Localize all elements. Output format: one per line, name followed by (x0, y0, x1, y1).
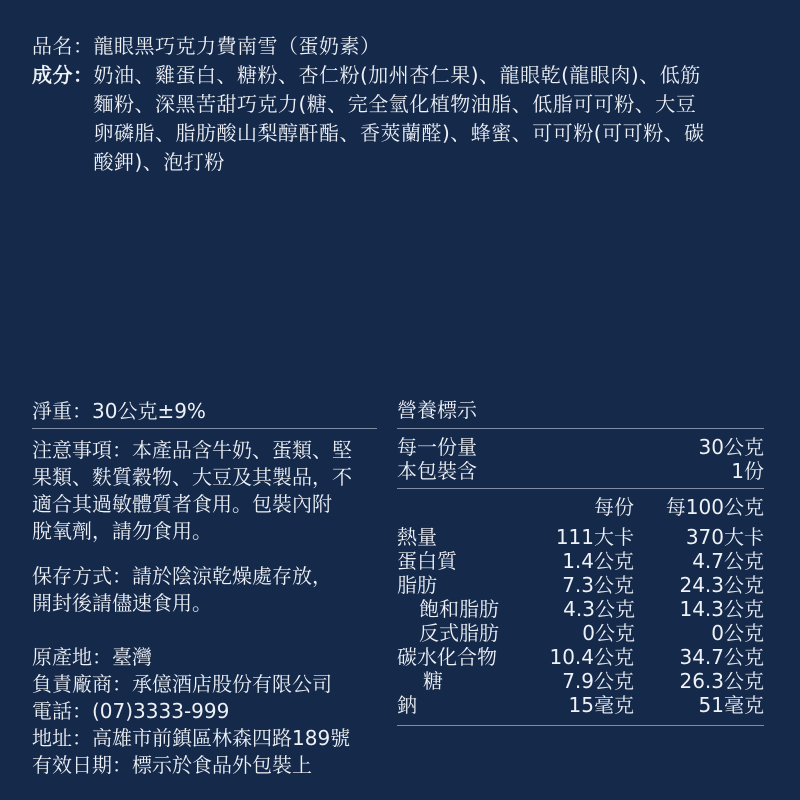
ingredients-text (94, 61, 773, 177)
nutrient-per-serving: 7.3公克 (562, 573, 634, 597)
nutrient-name: 碳水化合物 (397, 645, 497, 669)
caution-line: 脫氧劑，請勿食用。 (32, 519, 212, 543)
nutrition-row (397, 597, 764, 621)
col-per-serving: 每份 (594, 495, 634, 519)
nutrition-column-headers (397, 495, 764, 519)
storage-line: 開封後請儘速食用。 (32, 591, 212, 615)
nutrient-per-100g: 51毫克 (698, 693, 764, 717)
nutrition-row (397, 669, 764, 693)
nutrition-row (397, 693, 764, 717)
nutrition-row (397, 525, 764, 549)
nutrient-per-100g: 26.3公克 (679, 669, 764, 693)
caution-line: 果類、麩質穀物、大豆及其製品，不 (32, 465, 352, 489)
origin: 原產地：臺灣 (32, 645, 152, 669)
nutrient-per-serving: 0公克 (582, 621, 635, 645)
nutrient-name: 鈉 (397, 693, 417, 717)
nutrient-per-100g: 34.7公克 (679, 645, 764, 669)
nutrition-row (397, 621, 764, 645)
nutrient-per-100g: 14.3公克 (679, 597, 764, 621)
nutrition-row (397, 573, 764, 597)
nutrient-per-serving: 4.3公克 (563, 597, 635, 621)
nutrient-per-serving: 7.9公克 (562, 669, 634, 693)
divider (397, 725, 764, 726)
nutrient-name: 脂肪 (397, 573, 437, 597)
caution-line: 注意事項：本產品含牛奶、蛋類、堅 (32, 438, 352, 462)
manufacturer: 負責廠商：承億酒店股份有限公司 (32, 672, 332, 696)
nutrient-per-serving: 111大卡 (555, 525, 634, 549)
ingredients-line: 麵粉、深黑苦甜巧克力(糖、完全氫化植物油脂、低脂可可粉、大豆 (93, 92, 697, 116)
nutrient-name: 反式脂肪 (419, 621, 499, 645)
servings-per-pack-label: 本包裝含 (397, 459, 477, 483)
nutrient-name: 飽和脂肪 (419, 597, 499, 621)
nutrient-name: 熱量 (397, 525, 437, 549)
servings-per-pack-value: 1份 (731, 459, 764, 483)
serving-size-value: 30公克 (698, 435, 764, 459)
ingredients-line: 卵磷脂、脂肪酸山梨醇酐酯、香莢蘭醛)、蜂蜜、可可粉(可可粉、碳 (93, 121, 705, 145)
divider (32, 428, 377, 429)
col-per-100g: 每100公克 (665, 495, 764, 519)
nutrient-name: 糖 (423, 669, 443, 693)
expiry-date: 有效日期：標示於食品外包裝上 (32, 753, 312, 777)
nutrient-per-serving: 10.4公克 (549, 645, 634, 669)
product-section (32, 32, 772, 177)
nutrient-per-100g: 0公克 (711, 621, 764, 645)
nutrient-per-serving: 15毫克 (568, 693, 634, 717)
ingredients-line: 奶油、雞蛋白、糖粉、杏仁粉(加州杏仁果)、龍眼乾(龍眼肉)、低筋 (93, 63, 701, 87)
nutrition-row (397, 645, 764, 669)
nutrient-per-serving: 1.4公克 (562, 549, 634, 573)
ingredients-label: 成分： (32, 63, 94, 87)
divider (397, 488, 764, 489)
storage-line: 保存方式：請於陰涼乾燥處存放， (32, 564, 332, 588)
address: 地址：高雄市前鎮區林森四路189號 (32, 726, 351, 750)
product-name-label: 品名： (32, 34, 94, 58)
nutrient-per-100g: 370大卡 (685, 525, 764, 549)
phone: 電話：(07)3333-999 (32, 699, 230, 723)
nutrition-title: 營養標示 (397, 398, 477, 422)
caution-line: 適合其過敏體質者食用。包裝內附 (32, 492, 332, 516)
ingredients-row (32, 61, 772, 177)
nutrient-per-100g: 24.3公克 (679, 573, 764, 597)
nutrition-row (397, 549, 764, 573)
product-name-row (32, 32, 772, 61)
serving-size-label: 每一份量 (397, 435, 477, 459)
servings-per-pack-row (397, 459, 764, 483)
info-section (32, 398, 377, 779)
ingredients-line: 酸鉀)、泡打粉 (93, 150, 225, 174)
nutrient-per-100g: 4.7公克 (692, 549, 764, 573)
nutrition-panel (397, 398, 767, 726)
nutrient-name: 蛋白質 (397, 549, 457, 573)
serving-size-row (397, 435, 764, 459)
net-weight: 淨重：30公克±9% (32, 399, 206, 423)
product-name-value: 龍眼黑巧克力費南雪（蛋奶素） (93, 34, 381, 58)
